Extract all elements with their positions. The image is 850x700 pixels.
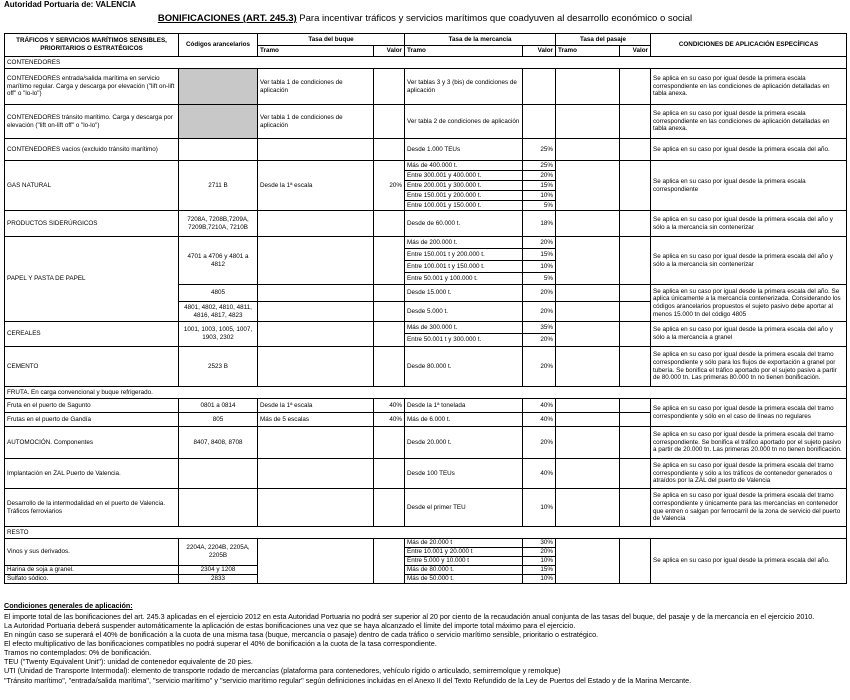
goods-tramo: Desde la 1ª tonelada xyxy=(405,399,523,413)
goods-tramo: Más de 200.000 t. xyxy=(405,237,523,249)
condition-paragraph: En ningún caso se superará el 40% de bonificación a la cuota de una misma tasa (buque, mercancía o pasaje) dentro de cada tráfico o servicio marítimo sensible, prioritario o estratégico. xyxy=(4,629,599,639)
condition-paragraph: Tramos no contemplados: 0% de bonificación. xyxy=(4,648,152,658)
condition: Se aplica en su caso por igual desde la primera escala del año y sólo a la mercancía a granel xyxy=(651,322,847,347)
goods-tramo: Desde 15.000 t. xyxy=(405,285,523,302)
condition: Se aplica en su caso por igual desde la primera escala del año. xyxy=(651,539,847,584)
row-label: Desarrollo de la intermodalidad en el puerto de Valencia. Tráficos ferroviarios xyxy=(5,489,179,527)
condition: Se aplica en su caso por igual desde la primera escala del tramo correspondiente y sólo en el caso de líneas no regulares xyxy=(651,399,847,427)
goods-tramo: Entre 100.001 y 150.000 t. xyxy=(405,201,523,211)
code-cell: 2204A, 2204B, 2205A, 2205B xyxy=(179,539,258,566)
goods-valor: 20% xyxy=(523,302,556,322)
code-cell: 2833 xyxy=(179,575,258,584)
goods-tramo: Desde 1.000 TEUs xyxy=(405,139,523,161)
goods-valor: 20% xyxy=(523,237,556,249)
goods-tramo: Desde 5.000 t. xyxy=(405,302,523,322)
section-fruta: FRUTA. En carga convencional y buque refrigerado. xyxy=(5,387,847,399)
goods-valor: 10% xyxy=(523,489,556,527)
ship-valor: 40% xyxy=(374,413,405,427)
row-label: GAS NATURAL xyxy=(5,161,179,211)
goods-valor: 20% xyxy=(523,347,556,387)
pass-valor-header: Valor xyxy=(620,46,651,57)
col-cond-header: CONDICIONES DE APLICACIÓN ESPECÍFICAS xyxy=(651,34,847,57)
ship-valor-header: Valor xyxy=(374,46,405,57)
condition-paragraph: El importe total de las bonificaciones del art. 245.3 aplicadas en el ejercicio 2012 en esta Autoridad Portuaria no podrá ser superior al 20 por ciento de la recaudación anual conjunta de las tasas del buque, del pasaje y de la mercancía en el ejercicio 2010. xyxy=(4,611,815,621)
goods-tramo: Desde 100 TEUs xyxy=(405,459,523,489)
goods-valor: 20% xyxy=(523,171,556,181)
condition-paragraph: "Tránsito marítimo", "entrada/salida marítima", "servicio marítimo" y "servicio marítimo regular" según definiciones incluidas en el Anexo II del Texto Refundido de la Ley de Puertos del Estado y de la Marina Mercante. xyxy=(4,675,692,685)
goods-valor: 10% xyxy=(523,575,556,584)
goods-tramo: Más de 6.000 t. xyxy=(405,413,523,427)
goods-tramo: Más de 400.000 t. xyxy=(405,161,523,171)
code-cell: 4801, 4802, 4810, 4811, 4816, 4817, 4823 xyxy=(179,302,258,322)
condition-paragraph: El efecto multiplicativo de las bonificaciones compatibles no podrá superar el 40% de bonificación a la cuota de la tasa correspondiente. xyxy=(4,639,437,649)
col-ship-header: Tasa del buque xyxy=(258,34,405,46)
goods-tramo: Ver tablas 3 y 3 (bis) de condiciones de aplicación xyxy=(405,69,523,105)
condition: Se aplica en su caso por igual desde la primera escala correspondiente en las condiciones de aplicación detalladas en tabla anexa. xyxy=(651,105,847,139)
condition: Se aplica en su caso por igual desde la primera escala correspondiente en las condiciones de aplicación detalladas en tabla anexa. xyxy=(651,69,847,105)
title-main: BONIFICACIONES (ART. 245.3) xyxy=(157,13,297,24)
goods-tramo: Desde de 60.000 t. xyxy=(405,211,523,237)
code-cell: 2304 y 1208 xyxy=(179,566,258,575)
goods-tramo: Entre 300.001 y 400.000 t. xyxy=(405,171,523,181)
code-cell: 2711 B xyxy=(179,161,258,211)
col-pass-header: Tasa del pasaje xyxy=(556,34,651,46)
authority-header: Autoridad Portuaria de: VALENCIA xyxy=(4,0,136,9)
ship-valor: 40% xyxy=(374,399,405,413)
goods-valor: 20% xyxy=(523,427,556,459)
goods-tramo: Entre 50.001 y 100.000 t. xyxy=(405,273,523,285)
goods-tramo: Entre 200.001 y 300.000 t. xyxy=(405,181,523,191)
condition-paragraph: UTI (Unidad de Transporte Intermodal): elemento de transporte rodado de mercancías (plataforma para contenedores, vehículo rígido o articulado, semirremolque y remolque) xyxy=(4,666,561,676)
condition: Se aplica en su caso por igual desde la primera escala del tramo correspondiente y sólo para los flujos de exportación a granel por tubería. Se bonifica el tráfico aportado por el sujeto pasivo a partir de 80.000 tn. Las primeras 80.000 tn no tienen bonificación. xyxy=(651,347,847,387)
row-label: Vinos y sus derivados. xyxy=(5,539,179,566)
row-label: AUTOMOCIÓN. Componentes xyxy=(5,427,179,459)
general-conditions xyxy=(4,602,846,686)
code-cell xyxy=(179,105,258,139)
condition: Se aplica en su caso por igual desde la primera escala del tramo correspondiente y únicamente para las mercancías en contenedor que entren o salgan por ferrocarril de la zona de servicio del puerto de Valencia xyxy=(651,489,847,527)
condition: Se aplica en su caso por igual desde la primera escala del año y sólo a la mercancía sin contenerizar xyxy=(651,211,847,237)
condition-paragraph: La Autoridad Portuaria deberá suspender automáticamente la aplicación de estas bonificaciones una vez que se haya alcanzado el límite del importe total máximo para el ejercicio. xyxy=(4,620,576,630)
goods-tramo: Entre 10.001 y 20.000 t xyxy=(405,548,523,557)
ship-tramo: Más de 5 escalas xyxy=(258,413,374,427)
condition: Se aplica en su caso por igual desde la primera escala del año. Se aplica únicamente a la mercancía contenerizada. Considerando los códigos arancelarios propuestos el sujeto pasivo debe aportar al menos 15.000 tn del código 4805 xyxy=(651,285,847,322)
ship-tramo: Desde la 1ª escala xyxy=(258,399,374,413)
bonificaciones-table xyxy=(4,33,847,584)
ship-valor: 20% xyxy=(374,161,405,211)
goods-valor: 10% xyxy=(523,557,556,566)
goods-valor: 15% xyxy=(523,181,556,191)
goods-tramo: Ver tabla 2 de condiciones de aplicación xyxy=(405,105,523,139)
section-contenedores: CONTENEDORES xyxy=(5,57,847,69)
goods-tramo: Desde el primer TEU xyxy=(405,489,523,527)
goods-valor: 25% xyxy=(523,161,556,171)
code-cell: 805 xyxy=(179,413,258,427)
goods-valor: 20% xyxy=(523,285,556,302)
goods-valor: 40% xyxy=(523,399,556,413)
goods-tramo: Más de 80.000 t. xyxy=(405,566,523,575)
code-cell: 7208A, 7208B,7209A, 7209B,7210A, 7210B xyxy=(179,211,258,237)
goods-valor: 30% xyxy=(523,539,556,548)
goods-valor-header: Valor xyxy=(523,46,556,57)
goods-valor: 15% xyxy=(523,566,556,575)
condition: Se aplica en su caso por igual desde la primera escala del tramo correspondiente. Se bonifica el tráfico aportado por el sujeto pasivo a partir de 20.000 tn. Las primeras 20.000 tn no tienen bonificación. xyxy=(651,427,847,459)
pass-tramo-header: Tramo xyxy=(556,46,620,57)
title-rest: Para incentivar tráficos y servicios marítimos que coadyuven al desarrollo económico o social xyxy=(296,13,693,24)
row-label: PRODUCTOS SIDERÚRGICOS xyxy=(5,211,179,237)
row-label: Sulfato sódico. xyxy=(5,575,179,584)
code-cell: 0801 a 0814 xyxy=(179,399,258,413)
code-cell: 2523 B xyxy=(179,347,258,387)
row-label: CONTENEDORES vacíos (excluido tránsito marítimo) xyxy=(5,139,179,161)
page-title xyxy=(0,13,850,24)
ship-tramo: Ver tabla 1 de condiciones de aplicación xyxy=(258,105,374,139)
col-goods-header: Tasa de la mercancía xyxy=(405,34,556,46)
condition: Se aplica en su caso por igual desde la primera escala del año. xyxy=(651,139,847,161)
row-label: Harina de soja a granel. xyxy=(5,566,179,575)
goods-tramo: Más de 20.000 t xyxy=(405,539,523,548)
section-resto: RESTO xyxy=(5,527,847,539)
goods-tramo-header: Tramo xyxy=(405,46,523,57)
goods-valor: 18% xyxy=(523,211,556,237)
code-cell: 4701 a 4706 y 4801 a 4812 xyxy=(179,237,258,285)
code-cell: 1001, 1003, 1005, 1007, 1903, 2302 xyxy=(179,322,258,347)
goods-valor: 10% xyxy=(523,261,556,273)
goods-valor: 35% xyxy=(523,322,556,334)
goods-tramo: Entre 5.000 y 10.000 t xyxy=(405,557,523,566)
row-label: CEREALES xyxy=(5,322,179,347)
ship-tramo-header: Tramo xyxy=(258,46,374,57)
goods-tramo: Entre 150.001 y 200.000 t. xyxy=(405,191,523,201)
condition: Se aplica en su caso por igual desde la primera escala correspondiente xyxy=(651,161,847,211)
goods-valor: 40% xyxy=(523,459,556,489)
goods-valor: 40% xyxy=(523,413,556,427)
goods-valor: 20% xyxy=(523,548,556,557)
goods-tramo: Entre 150.001 t y 200.000 t. xyxy=(405,249,523,261)
goods-valor: 15% xyxy=(523,249,556,261)
condition: Se aplica en su caso por igual desde la primera escala del tramo correspondiente y sólo a los tráficos de contenedor generados o atraídos por la ZAL del puerto de Valencia xyxy=(651,459,847,489)
col-traffic-header: TRÁFICOS Y SERVICIOS MARÍTIMOS SENSIBLES, PRIORITARIOS O ESTRATÉGICOS xyxy=(5,34,179,57)
code-cell: 8407, 8408, 8708 xyxy=(179,427,258,459)
row-label: Frutas en el puerto de Gandía xyxy=(5,413,179,427)
goods-tramo: Entre 50.001 t y 300.000 t. xyxy=(405,334,523,347)
goods-valor: 20% xyxy=(523,334,556,347)
row-label: PAPEL Y PASTA DE PAPEL xyxy=(5,237,179,322)
row-label: CONTENEDORES tránsito marítimo. Carga y descarga por elevación ("lift on-lift off" o "lo-lo") xyxy=(5,105,179,139)
goods-tramo: Más de 300.000 t. xyxy=(405,322,523,334)
ship-tramo: Desde la 1ª escala xyxy=(258,161,374,211)
code-cell: 4805 xyxy=(179,285,258,302)
condition: Se aplica en su caso por igual desde la primera escala del año y sólo a la mercancía sin contenerizar xyxy=(651,237,847,285)
goods-tramo: Más de 50.000 t. xyxy=(405,575,523,584)
general-conditions-title: Condiciones generales de aplicación: xyxy=(4,601,133,610)
row-label: Implantación en ZAL Puerto de Valencia. xyxy=(5,459,179,489)
row-label: CEMENTO xyxy=(5,347,179,387)
goods-valor: 5% xyxy=(523,273,556,285)
goods-tramo: Entre 100.001 t y 150.000 t. xyxy=(405,261,523,273)
ship-tramo: Ver tabla 1 de condiciones de aplicación xyxy=(258,69,374,105)
goods-valor: 25% xyxy=(523,139,556,161)
row-label: Fruta en el puerto de Sagunto xyxy=(5,399,179,413)
row-label: CONTENEDORES entrada/salida marítima en servicio marítimo regular. Carga y descarga por elevación ("lift on-lift off" o "lo-lo") xyxy=(5,69,179,105)
goods-tramo: Desde 80.000 t. xyxy=(405,347,523,387)
code-cell xyxy=(179,69,258,105)
col-codes-header: Códigos arancelarios xyxy=(179,34,258,57)
goods-valor: 5% xyxy=(523,201,556,211)
condition-paragraph: TEU ("Twenty Equivalent Unit"): unidad de contenedor equivalente de 20 pies. xyxy=(4,657,253,667)
goods-valor: 10% xyxy=(523,191,556,201)
goods-tramo: Desde 20.000 t. xyxy=(405,427,523,459)
